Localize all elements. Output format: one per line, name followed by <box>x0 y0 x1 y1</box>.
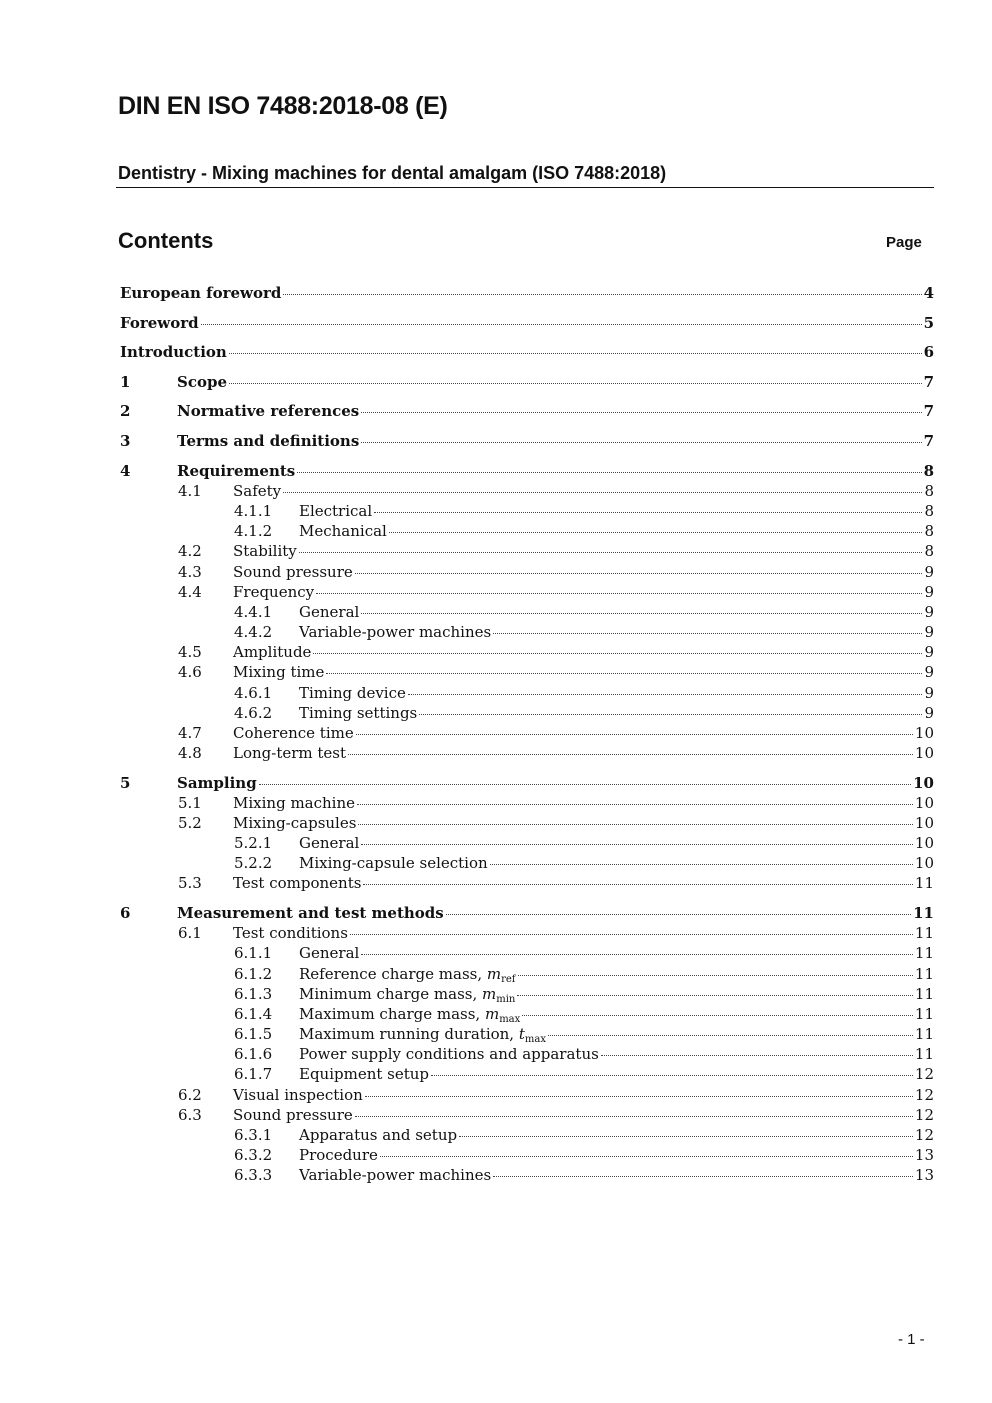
toc-entry-title-text: Frequency <box>233 583 315 601</box>
toc-entry-title <box>299 1125 457 1145</box>
toc-entry-title <box>233 481 281 501</box>
dot-leader <box>518 975 913 976</box>
toc-entry[interactable] <box>234 1145 934 1165</box>
toc-entry-page: 5 <box>923 314 934 332</box>
dot-leader <box>363 884 912 885</box>
toc-entry-title <box>233 1105 353 1125</box>
toc-entry-title <box>120 283 281 303</box>
toc-entry-number: 6 <box>120 904 131 922</box>
toc-entry[interactable] <box>234 602 934 622</box>
dot-leader <box>365 1096 913 1097</box>
toc-entry-title-text: Amplitude <box>233 643 312 661</box>
dot-leader <box>356 734 913 735</box>
toc-entry[interactable] <box>178 582 934 602</box>
toc-entry-title-text: Equipment setup <box>299 1065 430 1083</box>
toc-entry-title <box>299 943 359 963</box>
toc-entry-title <box>177 431 359 451</box>
toc-entry-page: 10 <box>914 744 934 762</box>
toc-entry[interactable] <box>178 923 934 943</box>
toc-entry-page: 11 <box>914 944 934 962</box>
toc-entry-page: 9 <box>924 643 934 661</box>
dot-leader <box>361 613 922 614</box>
toc-entry-title <box>177 461 295 481</box>
dot-leader <box>490 864 913 865</box>
toc-entry-title-text: Measurement and test methods <box>177 904 444 922</box>
toc-entry-page: 8 <box>924 502 934 520</box>
toc-entry-number: 5.2 <box>178 814 202 832</box>
dot-leader <box>299 552 923 553</box>
dot-leader <box>361 412 921 413</box>
dot-leader <box>316 593 922 594</box>
toc-entry-title-text: Sound pressure <box>233 1106 353 1124</box>
dot-leader <box>350 934 913 935</box>
dot-leader <box>229 353 922 354</box>
dot-leader <box>374 512 922 513</box>
toc-entry-page: 11 <box>914 965 934 983</box>
dot-leader <box>493 1176 913 1177</box>
dot-leader <box>357 804 913 805</box>
toc-entry-symbol: t <box>518 1025 525 1043</box>
toc-entry-page: 11 <box>914 874 934 892</box>
toc-entry[interactable] <box>120 283 934 303</box>
dot-leader <box>358 824 912 825</box>
toc-entry-symbol-subscript: ref <box>501 974 516 985</box>
toc-entry-number: 4.6.1 <box>234 684 273 702</box>
toc-entry-title-text: General <box>299 834 360 852</box>
toc-entry-page: 8 <box>924 522 934 540</box>
toc-entry-title-text: Introduction <box>120 343 227 361</box>
toc-entry-number: 4.6.2 <box>234 704 273 722</box>
toc-entry[interactable] <box>234 622 934 642</box>
toc-entry-title <box>233 541 297 561</box>
toc-entry-title-text: Minimum charge mass, <box>299 985 483 1003</box>
toc-entry-number: 4.4.1 <box>234 603 273 621</box>
toc-entry-title <box>233 723 354 743</box>
toc-entry[interactable] <box>120 401 934 421</box>
toc-entry[interactable] <box>178 642 934 662</box>
dot-leader <box>297 472 921 473</box>
toc-entry-title-text: Reference charge mass, <box>299 965 487 983</box>
toc-entry-page: 8 <box>923 462 934 480</box>
toc-entry-number: 6.3.3 <box>234 1166 273 1184</box>
toc-entry-number: 6.1.5 <box>234 1025 273 1043</box>
document-subtitle: Dentistry - Mixing machines for dental amalgam (ISO 7488:2018) <box>118 163 667 183</box>
toc-entry-number: 4.1.2 <box>234 522 273 540</box>
toc-entry-title-text: Electrical <box>299 502 373 520</box>
toc-entry-symbol-subscript: max <box>524 1034 546 1045</box>
dot-leader <box>326 673 922 674</box>
toc-entry-page: 10 <box>914 724 934 742</box>
toc-entry-page: 10 <box>914 854 934 872</box>
toc-entry-title <box>177 401 359 421</box>
toc-entry-page: 13 <box>914 1166 934 1184</box>
toc-entry-page: 11 <box>914 924 934 942</box>
toc-entry-page: 10 <box>914 814 934 832</box>
toc-entry-title <box>233 873 361 893</box>
toc-entry-title-text: Variable-power machines <box>299 1166 492 1184</box>
toc-entry[interactable] <box>178 662 934 682</box>
toc-entry-title <box>299 602 359 622</box>
toc-entry-number: 5 <box>120 774 131 792</box>
toc-entry-title <box>120 342 227 362</box>
toc-entry[interactable] <box>234 1044 934 1064</box>
toc-entry-title <box>299 622 491 642</box>
toc-entry-page: 7 <box>923 373 934 391</box>
toc-entry-page: 7 <box>923 432 934 450</box>
toc-entry-title <box>299 1165 491 1185</box>
toc-entry[interactable] <box>234 1125 934 1145</box>
toc-entry-page: 12 <box>914 1086 934 1104</box>
dot-leader <box>361 954 913 955</box>
toc-entry-title-text: Timing settings <box>299 704 418 722</box>
toc-entry-page: 10 <box>914 834 934 852</box>
dot-leader <box>389 532 923 533</box>
toc-entry-page: 9 <box>924 623 934 641</box>
dot-leader <box>446 914 911 915</box>
toc-entry[interactable] <box>178 481 934 501</box>
toc-entry[interactable] <box>178 743 934 763</box>
toc-entry-symbol-subscript: min <box>496 994 516 1005</box>
toc-entry-number: 4.5 <box>178 643 202 661</box>
toc-entry-title <box>299 501 372 521</box>
toc-entry-title <box>299 1004 520 1024</box>
toc-entry-title-text: Sampling <box>177 774 257 792</box>
dot-leader <box>229 383 922 384</box>
toc-entry-page: 11 <box>914 1025 934 1043</box>
toc-entry-number: 6.1.1 <box>234 944 273 962</box>
toc-entry[interactable] <box>234 984 934 1004</box>
toc-entry-title-text: Mixing-capsules <box>233 814 357 832</box>
toc-entry-title <box>299 853 488 873</box>
toc-entry[interactable] <box>234 1004 934 1024</box>
toc-entry-title <box>177 773 257 793</box>
toc-entry[interactable] <box>234 703 934 723</box>
toc-entry-title-text: General <box>299 944 360 962</box>
dot-leader <box>355 1116 913 1117</box>
toc-entry[interactable] <box>178 873 934 893</box>
dot-leader <box>408 694 923 695</box>
toc-entry-number: 6.1.4 <box>234 1005 273 1023</box>
dot-leader <box>431 1075 913 1076</box>
toc-entry-number: 5.1 <box>178 794 202 812</box>
toc-entry-page: 12 <box>914 1126 934 1144</box>
toc-entry-title-text: Visual inspection <box>233 1086 363 1104</box>
toc-entry[interactable] <box>120 903 934 923</box>
toc-entry-title <box>177 372 227 392</box>
toc-entry-number: 4.4.2 <box>234 623 273 641</box>
toc-entry-symbol: m <box>486 965 502 983</box>
toc-entry-page: 9 <box>924 704 934 722</box>
toc-entry-title <box>233 562 353 582</box>
toc-entry-page: 8 <box>924 482 934 500</box>
toc-entry-number: 5.3 <box>178 874 202 892</box>
toc-entry-title <box>299 984 515 1004</box>
toc-entry-page: 9 <box>924 563 934 581</box>
toc-entry[interactable] <box>234 683 934 703</box>
toc-entry-page: 12 <box>914 1106 934 1124</box>
dot-leader <box>259 784 911 785</box>
toc-entry-page: 11 <box>913 904 934 922</box>
dot-leader <box>380 1156 913 1157</box>
toc-entry-title-text: Test conditions <box>233 924 348 942</box>
toc-entry-title-text: Foreword <box>120 314 199 332</box>
toc-entry-symbol: m <box>484 1005 500 1023</box>
toc-entry-number: 4.8 <box>178 744 202 762</box>
toc-entry-title <box>233 923 348 943</box>
dot-leader <box>601 1055 913 1056</box>
toc-entry-page: 11 <box>914 1045 934 1063</box>
toc-entry-title-text: Requirements <box>177 462 296 480</box>
dot-leader <box>361 844 913 845</box>
dot-leader <box>283 492 922 493</box>
toc-entry[interactable] <box>120 461 934 481</box>
dot-leader <box>201 324 922 325</box>
toc-entry-title-text: Timing device <box>299 684 406 702</box>
toc-entry-title-text: Terms and definitions <box>177 432 360 450</box>
toc-entry-title-text: Scope <box>177 373 228 391</box>
toc-entry-number: 1 <box>120 373 131 391</box>
toc-entry-title <box>233 582 314 602</box>
toc-entry-number: 6.1 <box>178 924 202 942</box>
page-number: - 1 - <box>898 1331 925 1348</box>
toc-entry-page: 9 <box>924 583 934 601</box>
toc-entry-number: 4.7 <box>178 724 202 742</box>
toc-entry-page: 12 <box>914 1065 934 1083</box>
toc-entry-number: 4.1 <box>178 482 202 500</box>
toc-entry-symbol-subscript: max <box>499 1014 521 1025</box>
dot-leader <box>548 1035 913 1036</box>
toc-entry-title-text: Normative references <box>177 402 360 420</box>
toc-entry[interactable] <box>234 501 934 521</box>
toc-entry-title-text: General <box>299 603 360 621</box>
toc-entry-number: 4.3 <box>178 563 202 581</box>
toc-entry[interactable] <box>120 773 934 793</box>
toc-entry-title-text: Maximum running duration, <box>299 1025 519 1043</box>
toc-entry[interactable] <box>120 342 934 362</box>
toc-entry-title <box>299 1064 429 1084</box>
toc-entry-page: 11 <box>914 985 934 1003</box>
toc-entry-page: 8 <box>924 542 934 560</box>
toc-entry-title <box>299 703 417 723</box>
toc-entry[interactable] <box>178 793 934 813</box>
toc-entry[interactable] <box>234 964 934 984</box>
toc-entry-title <box>233 642 311 662</box>
page-column-label: Page <box>886 234 922 251</box>
toc-entry-page: 9 <box>924 603 934 621</box>
toc-entry[interactable] <box>234 1024 934 1044</box>
toc-entry-number: 4.4 <box>178 583 202 601</box>
toc-entry-title-text: Long-term test <box>233 744 347 762</box>
toc-entry-page: 7 <box>923 402 934 420</box>
toc-entry[interactable] <box>178 1085 934 1105</box>
toc-entry-page: 10 <box>914 794 934 812</box>
toc-entry[interactable] <box>234 833 934 853</box>
toc-entry-title <box>299 1024 546 1044</box>
toc-entry-title-text: Variable-power machines <box>299 623 492 641</box>
toc-entry-number: 4.2 <box>178 542 202 560</box>
toc-entry-title-text: Mixing machine <box>233 794 356 812</box>
dot-leader <box>283 294 921 295</box>
toc-entry-number: 6.3 <box>178 1106 202 1124</box>
toc-entry[interactable] <box>178 813 934 833</box>
toc-entry-title-text: Mixing-capsule selection <box>299 854 488 872</box>
toc-entry-symbol: m <box>482 985 497 1003</box>
toc-entry-number: 6.1.3 <box>234 985 273 1003</box>
toc-entry[interactable] <box>120 431 934 451</box>
toc-entry-title <box>299 833 359 853</box>
toc-entry-title <box>120 313 199 333</box>
toc-entry-title-text: Coherence time <box>233 724 354 742</box>
toc-entry-title <box>233 813 356 833</box>
dot-leader <box>361 442 921 443</box>
toc-entry-title <box>299 964 516 984</box>
toc-entry-number: 5.2.2 <box>234 854 273 872</box>
toc-entry[interactable] <box>234 943 934 963</box>
toc-entry-page: 9 <box>924 663 934 681</box>
toc-entry-title-text: Power supply conditions and apparatus <box>299 1045 599 1063</box>
toc-entry-title-text: Test components <box>233 874 362 892</box>
toc-entry-number: 4.1.1 <box>234 502 273 520</box>
toc-entry-number: 3 <box>120 432 131 450</box>
document-title: DIN EN ISO 7488:2018-08 (E) <box>118 92 448 120</box>
dot-leader <box>355 573 923 574</box>
toc-entry-number: 6.1.2 <box>234 965 273 983</box>
toc-entry-title <box>299 683 406 703</box>
toc-entry-title-text: Apparatus and setup <box>299 1126 458 1144</box>
toc-entry-title-text: European foreword <box>120 284 282 302</box>
dot-leader <box>459 1136 913 1137</box>
toc-entry-title-text: Stability <box>233 542 297 560</box>
toc-entry-title <box>299 1044 599 1064</box>
dot-leader <box>522 1015 913 1016</box>
toc-entry-number: 6.1.6 <box>234 1045 273 1063</box>
toc-entry[interactable] <box>178 723 934 743</box>
dot-leader <box>348 754 913 755</box>
toc-entry-title <box>299 521 387 541</box>
toc-entry-page: 11 <box>914 1005 934 1023</box>
toc-entry[interactable] <box>234 853 934 873</box>
toc-entry-title <box>233 1085 363 1105</box>
toc-entry-page: 13 <box>914 1146 934 1164</box>
toc-entry-number: 4.6 <box>178 663 202 681</box>
toc-entry-page: 9 <box>924 684 934 702</box>
dot-leader <box>517 995 913 996</box>
contents-heading: Contents <box>118 228 214 253</box>
toc-entry[interactable] <box>120 313 934 333</box>
toc-entry-page: 10 <box>913 774 934 792</box>
toc-entry[interactable] <box>178 1105 934 1125</box>
toc-entry-number: 4 <box>120 462 131 480</box>
dot-leader <box>493 633 922 634</box>
dot-leader <box>419 714 922 715</box>
dot-leader <box>313 653 922 654</box>
toc-entry-title <box>233 743 346 763</box>
toc-entry-title <box>233 793 355 813</box>
toc-entry-title <box>299 1145 378 1165</box>
toc-entry[interactable] <box>120 372 934 392</box>
toc-entry[interactable] <box>178 562 934 582</box>
toc-entry-title-text: Procedure <box>299 1146 378 1164</box>
toc-entry-page: 6 <box>923 343 934 361</box>
toc-entry-number: 2 <box>120 402 131 420</box>
toc-entry-title <box>233 662 324 682</box>
toc-entry-title-text: Sound pressure <box>233 563 353 581</box>
toc-entry-number: 6.3.2 <box>234 1146 273 1164</box>
toc-entry-number: 5.2.1 <box>234 834 273 852</box>
toc-entry-title-text: Maximum charge mass, <box>299 1005 485 1023</box>
toc-entry-title-text: Mixing time <box>233 663 325 681</box>
toc-entry[interactable] <box>234 1165 934 1185</box>
toc-entry-number: 6.3.1 <box>234 1126 273 1144</box>
toc-entry[interactable] <box>178 541 934 561</box>
toc-entry-title-text: Mechanical <box>299 522 387 540</box>
toc-entry[interactable] <box>234 1064 934 1084</box>
toc-entry-title-text: Safety <box>233 482 282 500</box>
toc-entry-number: 6.1.7 <box>234 1065 273 1083</box>
toc-entry-title <box>177 903 444 923</box>
toc-entry-number: 6.2 <box>178 1086 202 1104</box>
toc-entry[interactable] <box>234 521 934 541</box>
toc-entry-page: 4 <box>923 284 934 302</box>
